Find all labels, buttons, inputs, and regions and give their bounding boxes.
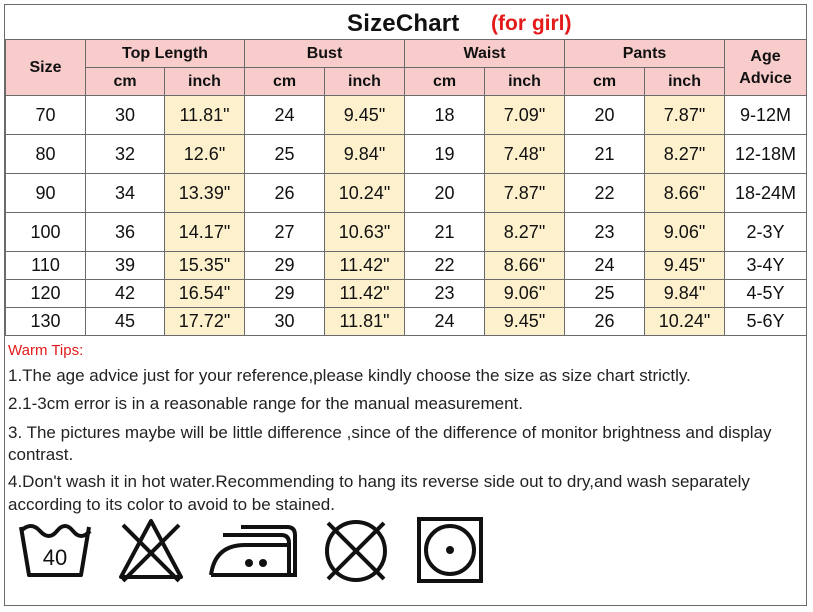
- bust-inch-cell: 9.84": [325, 135, 405, 174]
- pants-inch-cell: 9.45": [645, 252, 725, 280]
- tips-heading: Warm Tips:: [8, 342, 84, 359]
- age-advice-cell: 3-4Y: [725, 252, 807, 280]
- waist-inch-cell: 7.87": [485, 174, 565, 213]
- header-unit-cm: cm: [565, 68, 645, 96]
- tip-line: 4.Don't wash it in hot water.Recommending to hang its reverse side out to dry,and wash separately: [8, 472, 750, 491]
- waist-inch-cell: 9.45": [485, 308, 565, 336]
- size-cell: 90: [6, 174, 86, 213]
- bust-inch-cell: 9.45": [325, 96, 405, 135]
- size-rows: [6, 96, 807, 336]
- top-length-inch-cell: 13.39": [165, 174, 245, 213]
- waist-cm-cell: 21: [405, 213, 485, 252]
- header-row-2: [6, 68, 807, 96]
- bust-cm-cell: 29: [245, 252, 325, 280]
- tip-line: 2.1-3cm error is in a reasonable range for the manual measurement.: [8, 394, 523, 413]
- table-row: [6, 174, 807, 213]
- top-length-inch-cell: 12.6": [165, 135, 245, 174]
- waist-cm-cell: 18: [405, 96, 485, 135]
- table-row: [6, 135, 807, 174]
- header-bust: Bust: [245, 40, 405, 68]
- size-cell: 120: [6, 280, 86, 308]
- do-not-dry-clean-icon: [320, 515, 392, 595]
- header-top-length: Top Length: [86, 40, 245, 68]
- table-row: [6, 213, 807, 252]
- top-length-inch-cell: 17.72": [165, 308, 245, 336]
- size-cell: 130: [6, 308, 86, 336]
- pants-cm-cell: 23: [565, 213, 645, 252]
- pants-cm-cell: 26: [565, 308, 645, 336]
- tip-line: 3. The pictures maybe will be little difference ,since of the difference of monitor brightness and display: [8, 423, 772, 442]
- table-row: [6, 96, 807, 135]
- age-advice-cell: 2-3Y: [725, 213, 807, 252]
- top-length-cm-cell: 39: [86, 252, 165, 280]
- tip-line: 1.The age advice just for your reference,please kindly choose the size as size chart strictly.: [8, 366, 691, 385]
- header-unit-cm: cm: [86, 68, 165, 96]
- size-chart-page: [4, 4, 807, 606]
- wash-temp-label: 40: [42, 545, 68, 570]
- top-length-cm-cell: 45: [86, 308, 165, 336]
- header-size: Size: [6, 40, 86, 96]
- size-cell: 100: [6, 213, 86, 252]
- header-unit-inch: inch: [485, 68, 565, 96]
- chart-title: SizeChart: [347, 10, 460, 37]
- header-age-line1: Age: [750, 47, 781, 65]
- iron-medium-icon: [205, 515, 301, 595]
- bust-cm-cell: 25: [245, 135, 325, 174]
- top-length-inch-cell: 16.54": [165, 280, 245, 308]
- bust-inch-cell: 11.42": [325, 252, 405, 280]
- tip-line: contrast.: [8, 445, 74, 464]
- bust-cm-cell: 27: [245, 213, 325, 252]
- bust-inch-cell: 10.24": [325, 174, 405, 213]
- waist-inch-cell: 9.06": [485, 280, 565, 308]
- waist-cm-cell: 19: [405, 135, 485, 174]
- top-length-cm-cell: 36: [86, 213, 165, 252]
- table-row: [6, 280, 807, 308]
- pants-inch-cell: 9.84": [645, 280, 725, 308]
- bust-cm-cell: 30: [245, 308, 325, 336]
- top-length-inch-cell: 14.17": [165, 213, 245, 252]
- size-cell: 110: [6, 252, 86, 280]
- pants-cm-cell: 21: [565, 135, 645, 174]
- waist-inch-cell: 8.27": [485, 213, 565, 252]
- top-length-cm-cell: 32: [86, 135, 165, 174]
- top-length-inch-cell: 15.35": [165, 252, 245, 280]
- bust-inch-cell: 10.63": [325, 213, 405, 252]
- waist-cm-cell: 23: [405, 280, 485, 308]
- top-length-cm-cell: 34: [86, 174, 165, 213]
- pants-cm-cell: 25: [565, 280, 645, 308]
- waist-cm-cell: 24: [405, 308, 485, 336]
- bust-inch-cell: 11.42": [325, 280, 405, 308]
- top-length-cm-cell: 42: [86, 280, 165, 308]
- size-cell: 80: [6, 135, 86, 174]
- chart-subtitle: (for girl): [491, 12, 572, 35]
- header-age-line2: Advice: [739, 69, 792, 87]
- bust-cm-cell: 29: [245, 280, 325, 308]
- title-row: [5, 5, 806, 40]
- table-row: [6, 308, 807, 336]
- pants-inch-cell: 8.66": [645, 174, 725, 213]
- tip-line: according to its color to avoid to be stained.: [8, 495, 335, 514]
- age-advice-cell: 9-12M: [725, 96, 807, 135]
- waist-inch-cell: 7.48": [485, 135, 565, 174]
- top-length-cm-cell: 30: [86, 96, 165, 135]
- pants-inch-cell: 9.06": [645, 213, 725, 252]
- size-table: [5, 39, 807, 336]
- waist-inch-cell: 7.09": [485, 96, 565, 135]
- header-pants: Pants: [565, 40, 725, 68]
- pants-cm-cell: 24: [565, 252, 645, 280]
- pants-cm-cell: 22: [565, 174, 645, 213]
- bust-cm-cell: 24: [245, 96, 325, 135]
- waist-inch-cell: 8.66": [485, 252, 565, 280]
- header-age-advice: [725, 40, 807, 96]
- age-advice-cell: 4-5Y: [725, 280, 807, 308]
- pants-cm-cell: 20: [565, 96, 645, 135]
- pants-inch-cell: 7.87": [645, 96, 725, 135]
- pants-inch-cell: 10.24": [645, 308, 725, 336]
- header-unit-inch: inch: [325, 68, 405, 96]
- tumble-dry-icon: [415, 515, 485, 595]
- bust-inch-cell: 11.81": [325, 308, 405, 336]
- wash-40-icon: [17, 515, 95, 595]
- do-not-bleach-icon: [115, 515, 187, 595]
- table-row: [6, 252, 807, 280]
- header-unit-cm: cm: [405, 68, 485, 96]
- age-advice-cell: 18-24M: [725, 174, 807, 213]
- age-advice-cell: 12-18M: [725, 135, 807, 174]
- pants-inch-cell: 8.27": [645, 135, 725, 174]
- top-length-inch-cell: 11.81": [165, 96, 245, 135]
- header-unit-inch: inch: [165, 68, 245, 96]
- header-unit-inch: inch: [645, 68, 725, 96]
- age-advice-cell: 5-6Y: [725, 308, 807, 336]
- bust-cm-cell: 26: [245, 174, 325, 213]
- size-cell: 70: [6, 96, 86, 135]
- waist-cm-cell: 20: [405, 174, 485, 213]
- waist-cm-cell: 22: [405, 252, 485, 280]
- header-waist: Waist: [405, 40, 565, 68]
- header-row-1: [6, 40, 807, 68]
- header-unit-cm: cm: [245, 68, 325, 96]
